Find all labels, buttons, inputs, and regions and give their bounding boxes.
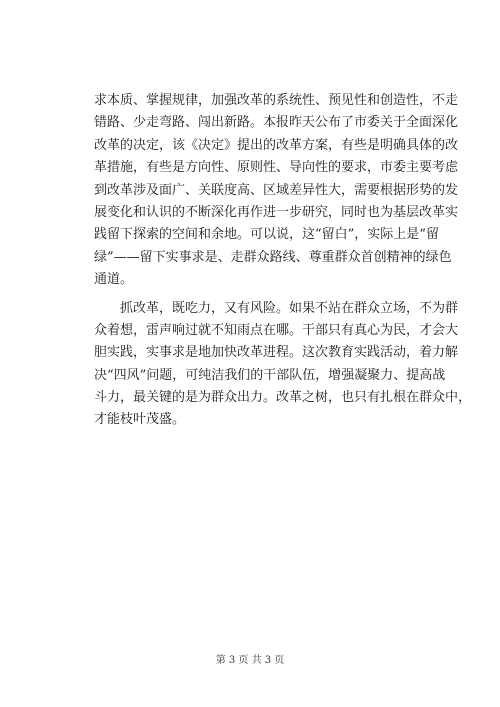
text-line: 改革的决定，该《决定》提出的改革方案，有些是明确具体的改 [94,137,459,153]
text-line: 抓改革，既吃力，又有风险。如果不站在群众立场，不为群 [120,300,459,316]
text-line: 求本质、掌握规律，加强改革的系统性、预见性和创造性，不走 [94,93,459,108]
paragraph-1 [94,90,459,292]
document-body [94,90,472,432]
text-line: 胆实践，实事求是地加快改革进程。这次教育实践活动，着力解 [94,345,459,361]
paragraph-2 [94,298,472,432]
text-line: 通道。 [94,272,134,288]
text-line: 绿”——留下实事求是、走群众路线、尊重群众首创精神的绿色 [94,249,452,265]
text-line: 践留下探索的空间和余地。可以说，这“留白”，实际上是“留 [94,227,439,243]
text-line: 到改革涉及面广、关联度高、区域差异性大，需要根据形势的发 [94,182,459,198]
text-line: 斗力，最关键的是为群众出力。改革之树，也只有扎根在群众中， [94,390,472,406]
text-line: 众着想，雷声响过就不知雨点在哪。干部只有真心为民，才会大 [94,322,459,338]
text-line: 革措施，有些是方向性、原则性、导向性的要求，市委主要考虑 [94,160,459,176]
text-line: 决“四风”问题，可纯洁我们的干部队伍，增强凝聚力、提高战 [94,367,446,383]
text-line: 才能枝叶茂盛。 [94,412,186,428]
page-number-footer: 第 3 页 共 3 页 [215,655,285,666]
text-line: 错路、少走弯路、闯出新路。本报昨天公布了市委关于全面深化 [94,115,459,131]
text-line: 展变化和认识的不断深化再作进一步研究，同时也为基层改革实 [94,204,459,220]
